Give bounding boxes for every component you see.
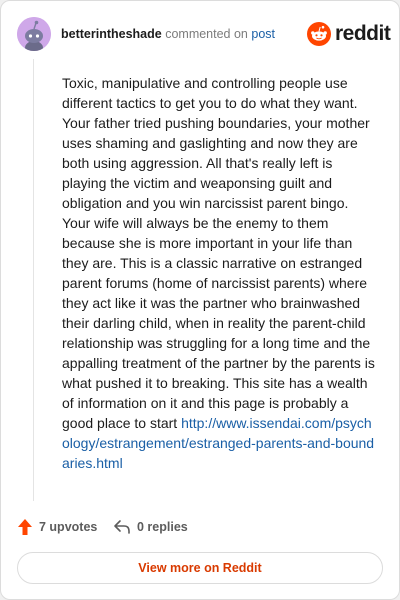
thread-line bbox=[33, 59, 34, 501]
reply-count: 0 replies bbox=[137, 520, 188, 534]
username-link[interactable]: betterintheshade bbox=[61, 27, 162, 41]
post-link[interactable]: post bbox=[251, 27, 276, 41]
byline bbox=[61, 27, 275, 41]
reply-arrow-icon bbox=[113, 519, 131, 535]
comment-body bbox=[62, 73, 378, 473]
reddit-wordmark: reddit bbox=[335, 22, 391, 45]
comment-actions bbox=[17, 516, 383, 540]
comment-header bbox=[17, 17, 391, 51]
upvote-arrow-icon bbox=[17, 518, 33, 536]
comment-text: Toxic, manipulative and controlling people use different tactics to get you to do what they want. Your father tried pushing boundaries, your mother uses shaming and gaslighting and now they are both using aggression. All that's really left is playing the victim and weaponsing guilt and obligation and you win narcissist parent bingo. Your wife will always be the enemy to them because she is more important in your life than they are. This is a classic narrative on estranged parent forums (home of narcissist parents) where they act like it was the partner who brainwashed their darling child, when in reality the parent-child relationship was struggling for a long time and the appalling treatment of the partner by the parents is what pushed it to breaking. This site has a wealth of information on it and this page is probably a good place to start bbox=[62, 75, 375, 431]
reply-button[interactable] bbox=[113, 516, 188, 538]
avatar[interactable] bbox=[17, 17, 51, 51]
reddit-brand[interactable] bbox=[307, 19, 391, 49]
upvote-button[interactable] bbox=[17, 516, 97, 538]
upvote-count: 7 upvotes bbox=[39, 520, 98, 534]
action-text: commented on bbox=[165, 27, 248, 41]
comment-link[interactable]: http://www.issendai.com/psychology/estrangement/estranged-parents-and-boundaries.html bbox=[62, 415, 375, 471]
reddit-logo-icon bbox=[307, 22, 331, 46]
snoo-avatar-icon bbox=[17, 17, 51, 51]
view-more-button[interactable]: View more on Reddit bbox=[17, 552, 383, 584]
